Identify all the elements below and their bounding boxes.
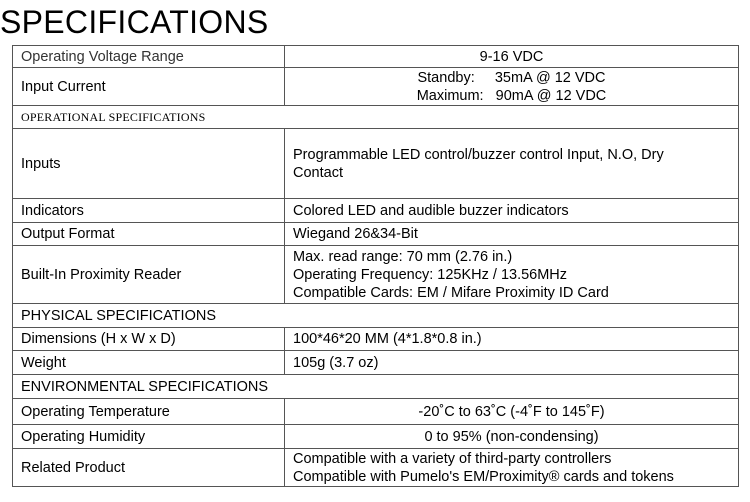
related-line-1: Compatible with a variety of third-party controllers — [293, 450, 612, 467]
weight-value: 105g (3.7 oz) — [285, 351, 739, 375]
indicators-label: Indicators — [13, 199, 285, 223]
dimensions-label: Dimensions (H x W x D) — [13, 328, 285, 351]
reader-line-3: Compatible Cards: EM / Mifare Proximity ID Card — [293, 284, 609, 301]
current-maximum: Maximum: 90mA @ 12 VDC — [416, 87, 607, 104]
inputs-label: Inputs — [13, 129, 285, 199]
weight-label: Weight — [13, 351, 285, 375]
table-row-dimensions — [13, 328, 739, 351]
current-standby: Standby: 35mA @ 12 VDC — [417, 69, 606, 86]
table-row-voltage — [13, 46, 739, 68]
table-row-weight — [13, 351, 739, 375]
temperature-value: -20˚C to 63˚C (-4˚F to 145˚F) — [285, 399, 739, 425]
inputs-value — [285, 129, 739, 199]
section-row-environmental — [13, 375, 739, 399]
output-value: Wiegand 26&34-Bit — [285, 223, 739, 246]
current-value — [285, 68, 739, 106]
operational-header: OPERATIONAL SPECIFICATIONS — [13, 106, 739, 129]
table-row-current — [13, 68, 739, 106]
reader-line-1: Max. read range: 70 mm (2.76 in.) — [293, 248, 513, 265]
section-row-physical — [13, 304, 739, 328]
physical-header: PHYSICAL SPECIFICATIONS — [13, 304, 739, 328]
voltage-label: Operating Voltage Range — [13, 46, 285, 68]
section-row-operational — [13, 106, 739, 129]
output-label: Output Format — [13, 223, 285, 246]
dimensions-value: 100*46*20 MM (4*1.8*0.8 in.) — [285, 328, 739, 351]
humidity-value: 0 to 95% (non-condensing) — [285, 425, 739, 449]
reader-line-2: Operating Frequency: 125KHz / 13.56MHz — [293, 266, 568, 283]
inputs-line-2: Contact — [293, 164, 343, 181]
humidity-label: Operating Humidity — [13, 425, 285, 449]
page-title: SPECIFICATIONS — [0, 4, 269, 40]
reader-value — [285, 246, 739, 304]
temperature-label: Operating Temperature — [13, 399, 285, 425]
table-row-reader — [13, 246, 739, 304]
current-label: Input Current — [13, 68, 285, 106]
table-row-related — [13, 449, 739, 487]
table-row-humidity — [13, 425, 739, 449]
related-line-2: Compatible with Pumelo's EM/Proximity® cards and tokens — [293, 468, 674, 485]
specifications-table — [12, 45, 739, 487]
reader-label: Built-In Proximity Reader — [13, 246, 285, 304]
related-value — [285, 449, 739, 487]
related-label: Related Product — [13, 449, 285, 487]
inputs-line-1: Programmable LED control/buzzer control Input, N.O, Dry — [293, 146, 664, 163]
voltage-value: 9-16 VDC — [285, 46, 739, 68]
indicators-value: Colored LED and audible buzzer indicators — [285, 199, 739, 223]
table-row-inputs — [13, 129, 739, 199]
environmental-header: ENVIRONMENTAL SPECIFICATIONS — [13, 375, 739, 399]
table-row-indicators — [13, 199, 739, 223]
table-row-temperature — [13, 399, 739, 425]
table-row-output — [13, 223, 739, 246]
